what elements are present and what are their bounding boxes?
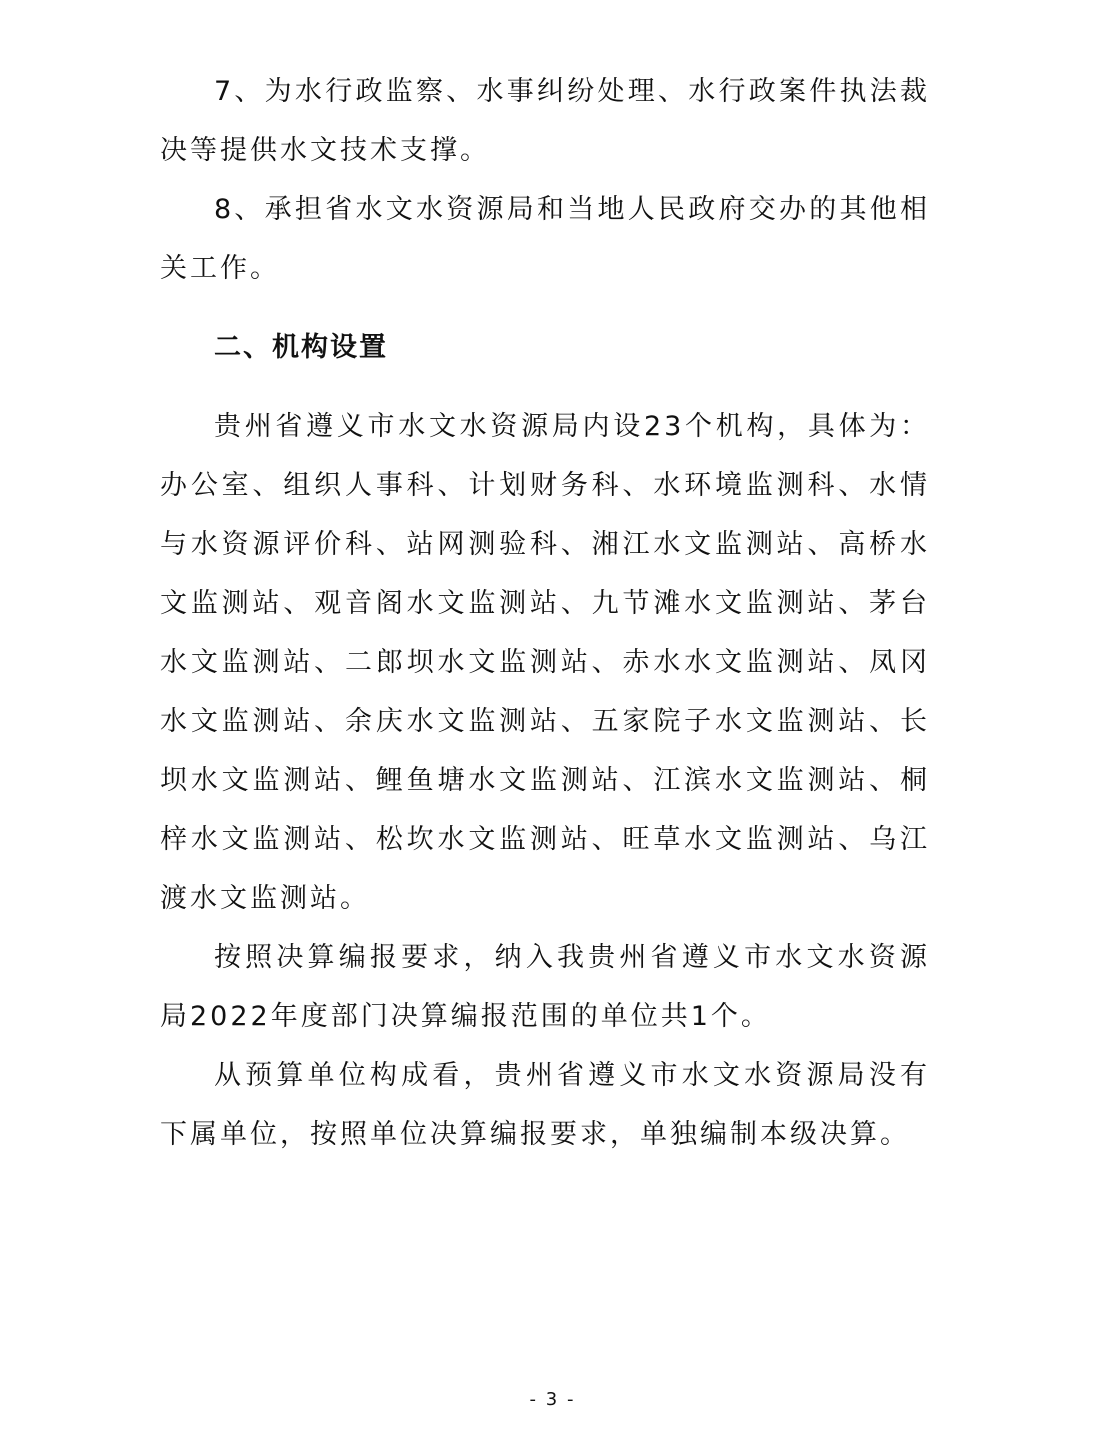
- paragraph-item-8: 8、承担省水文水资源局和当地人民政府交办的其他相关工作。: [160, 194, 930, 284]
- paragraph-org-list: 贵州省遵义市水文水资源局内设23个机构，具体为：办公室、组织人事科、计划财务科、水环境监测科、水情与水资源评价科、站网测验科、湘江水文监测站、高桥水文监测站、观音阁水文监测站、九节滩水文监测站、茅台水文监测站、二郎坝水文监测站、赤水水文监测站、凤冈水文监测站、余庆水文监测站、五家院子水文监测站、长坝水文监测站、鲤鱼塘水文监测站、江滨水文监测站、桐梓水文监测站、松坎水文监测站、旺草水文监测站、乌江渡水文监测站。: [160, 411, 930, 914]
- paragraph-budget-units: 从预算单位构成看，贵州省遵义市水文水资源局没有下属单位，按照单位决算编报要求，单独编制本级决算。: [160, 1060, 930, 1150]
- page-number: - 3 -: [529, 1389, 576, 1410]
- section-heading: 二、机构设置: [214, 332, 388, 363]
- paragraph-scope: 按照决算编报要求，纳入我贵州省遵义市水文水资源局2022年度部门决算编报范围的单位共1个。: [160, 942, 930, 1032]
- document-page: [160, 62, 930, 1164]
- paragraph-item-7: 7、为水行政监察、水事纠纷处理、水行政案件执法裁决等提供水文技术支撑。: [160, 76, 930, 166]
